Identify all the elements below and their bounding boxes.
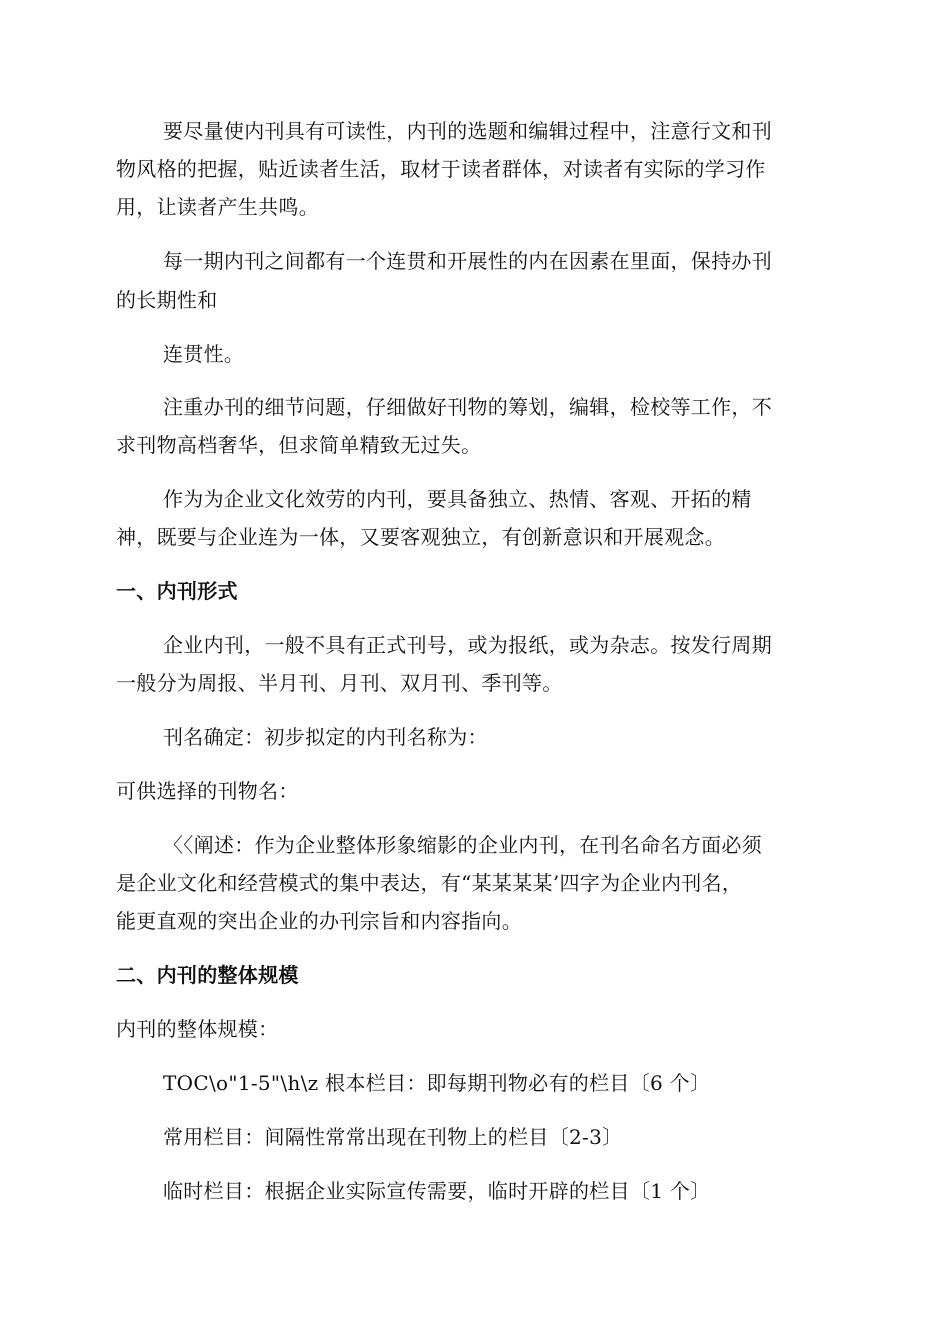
paragraph-details-line-2: 求刊物高档奢华，但求简单精致无过失。 — [116, 433, 482, 457]
paragraph-readability-line-1: 要尽量使内刊具有可读性，内刊的选题和编辑过程中，注意行文和刊 — [163, 119, 772, 143]
paragraph-culture-line-1: 作为为企业文化效劳的内刊，要具备独立、热情、客观、开拓的精 — [163, 487, 752, 511]
paragraph-explanation-line-2: 是企业文化和经营模式的集中表达，有“某某某某’四字为企业内刊名， — [116, 871, 743, 895]
paragraph-details-line-1: 注重办刊的细节问题，仔细做好刊物的筹划，编辑，检校等工作，不 — [163, 395, 772, 419]
paragraph-basic-columns: TOC\o"1-5"\h\z 根本栏目：即每期刊物必有的栏目〔6 个〕 — [163, 1071, 711, 1095]
paragraph-common-columns: 常用栏目：间隔性常常出现在刊物上的栏目〔2-3〕 — [163, 1125, 623, 1149]
paragraph-continuity-tail: 连贯性。 — [163, 342, 245, 366]
paragraph-scale-intro: 内刊的整体规模： — [116, 1017, 279, 1041]
paragraph-continuity-line-1: 每一期内刊之间都有一个连贯和开展性的内在因素在里面，保持办刊 — [163, 249, 772, 273]
section-heading-form: 一、内刊形式 — [116, 579, 238, 603]
paragraph-form-line-1: 企业内刊，一般不具有正式刊号，或为报纸，或为杂志。按发行周期 — [163, 633, 772, 657]
section-heading-scale: 二、内刊的整体规模 — [116, 963, 299, 987]
paragraph-form-line-2: 一般分为周报、半月刊、月刊、双月刊、季刊等。 — [116, 671, 563, 695]
paragraph-readability-line-3: 用，让读者产生共鸣。 — [116, 195, 319, 219]
paragraph-name-decision: 刊名确定：初步拟定的内刊名称为： — [163, 725, 488, 749]
paragraph-temporary-columns: 临时栏目：根据企业实际宣传需要，临时开辟的栏目〔1 个〕 — [163, 1179, 711, 1203]
paragraph-name-options: 可供选择的刊物名： — [116, 779, 299, 803]
paragraph-readability-line-2: 物风格的把握，贴近读者生活，取材于读者群体，对读者有实际的学习作 — [116, 157, 766, 181]
paragraph-continuity-line-2: 的长期性和 — [116, 288, 218, 312]
paragraph-culture-line-2: 神，既要与企业连为一体，又要客观独立，有创新意识和开展观念。 — [116, 525, 725, 549]
paragraph-explanation-line-1: 〈〈阐述：作为企业整体形象缩影的企业内刊，在刊名命名方面必须 — [163, 833, 762, 857]
paragraph-explanation-line-3: 能更直观的突出企业的办刊宗旨和内容指向。 — [116, 909, 522, 933]
